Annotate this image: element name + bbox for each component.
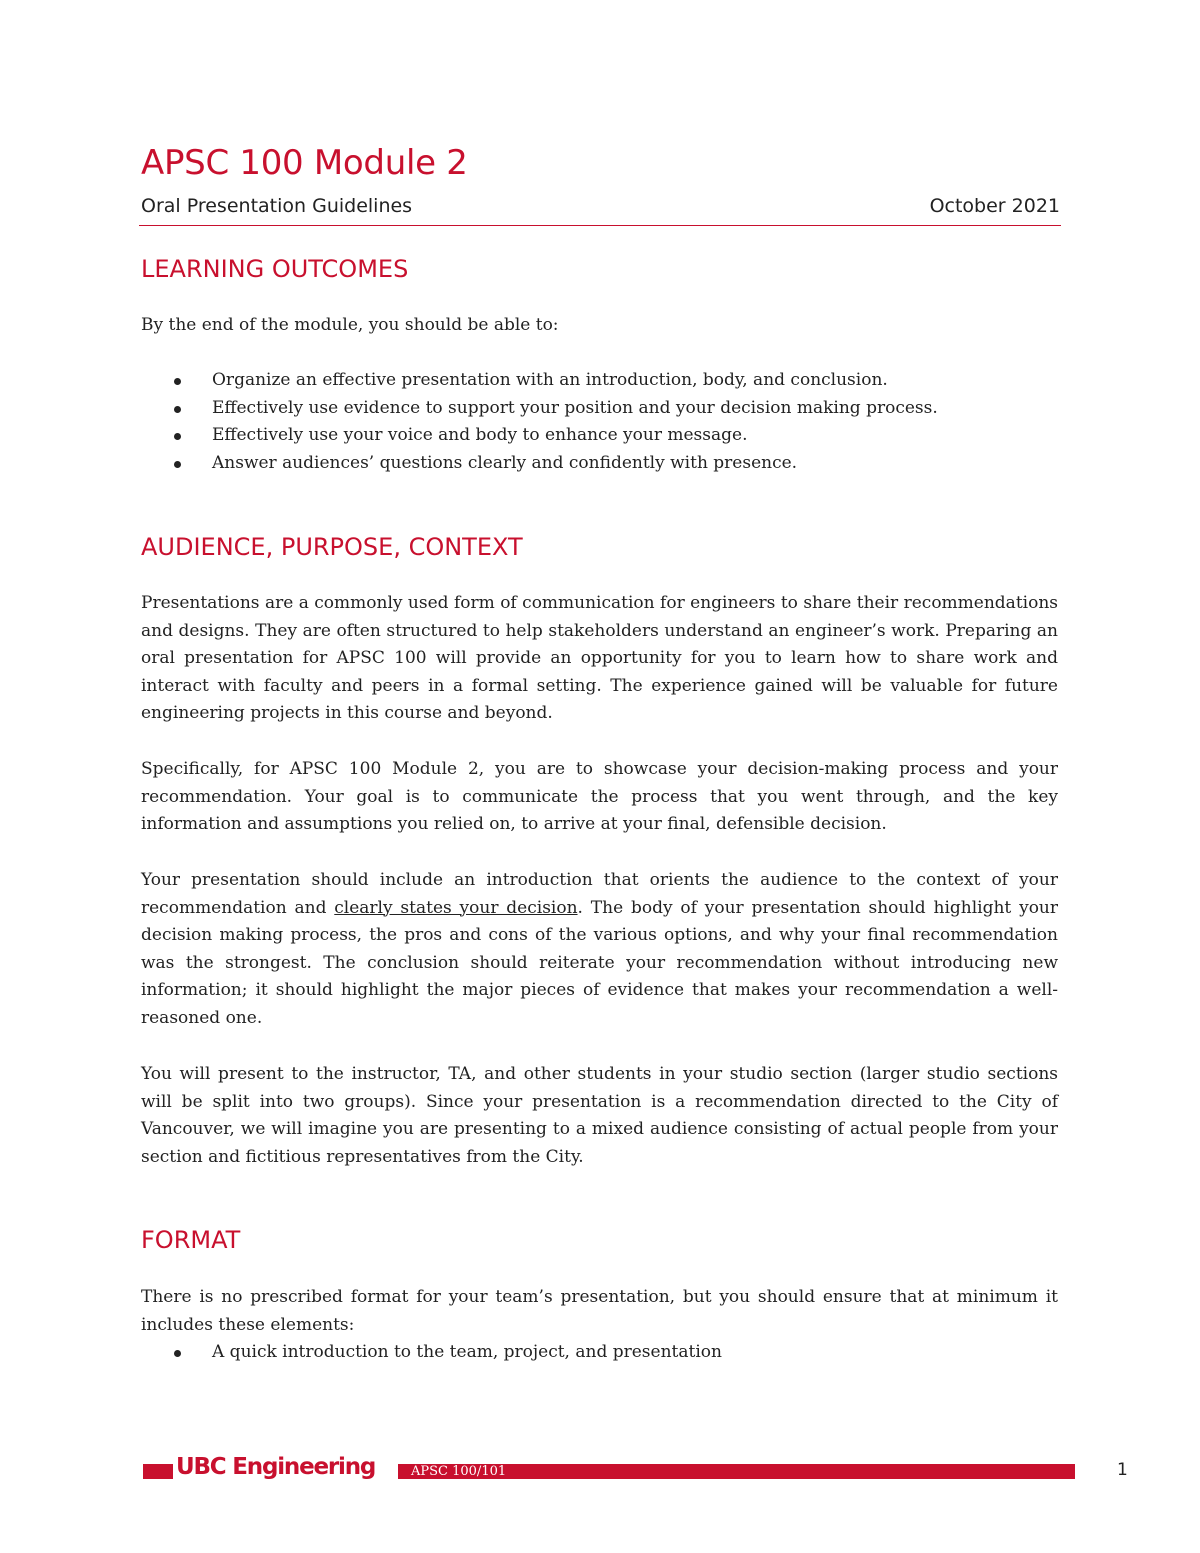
heading-audience-purpose-context: AUDIENCE, PURPOSE, CONTEXT — [141, 533, 523, 561]
bullet-icon — [174, 1350, 181, 1357]
footer-bar-left — [143, 1464, 173, 1479]
list-item: Effectively use your voice and body to enhance your message. — [141, 422, 1058, 450]
format-list — [141, 1339, 1058, 1367]
heading-learning-outcomes: LEARNING OUTCOMES — [141, 255, 409, 283]
heading-format: FORMAT — [141, 1226, 241, 1254]
header-divider — [139, 225, 1061, 226]
document-subtitle: Oral Presentation Guidelines — [141, 195, 413, 217]
bullet-icon — [174, 406, 181, 413]
format-paragraph-1: There is no prescribed format for your team’s presentation, but you should ensure that at minimum it includes these elements: — [141, 1287, 1058, 1335]
learning-outcomes-list — [141, 367, 1058, 477]
page-footer — [143, 1456, 1075, 1482]
bullet-icon — [174, 433, 181, 440]
learning-outcomes-intro: By the end of the module, you should be able to: — [141, 315, 559, 335]
audience-paragraph-2: Specifically, for APSC 100 Module 2, you are to showcase your decision-making process and your recommendation. Your goal is to communicate the process that you went through, and the key information and assumptions you relied on, to arrive at your final, defensible decision. — [141, 759, 1058, 835]
page-number: 1 — [1117, 1460, 1128, 1480]
audience-paragraph-3: Your presentation should include an introduction that orients the audience to the context of your recommendation and clearly states your decision. The body of your presentation should highlight your decision making process, the pros and cons of the various options, and why your final recommendation was the strongest. The conclusion should reiterate your recommendation without introducing new information; it should highlight the major pieces of evidence that makes your recommendation a well-reasoned one. — [141, 870, 1059, 1028]
footer-course-label: APSC 100/101 — [411, 1464, 507, 1479]
list-item: A quick introduction to the team, project, and presentation — [141, 1339, 1058, 1367]
footer-bar-right — [398, 1464, 1075, 1479]
document-date: October 2021 — [929, 195, 1060, 217]
underlined-emphasis: clearly states your decision — [334, 897, 578, 918]
subtitle-row — [141, 195, 1060, 217]
audience-paragraph-4: You will present to the instructor, TA, and other students in your studio section (larger studio sections will be split into two groups). Since your presentation is a recommendation directed to the City of Vancouver, we will imagine you are presenting to a mixed audience consisting of actual people from your section and fictitious representatives from the City. — [141, 1064, 1058, 1167]
list-item: Answer audiences’ questions clearly and confidently with presence. — [141, 450, 1058, 478]
list-item: Organize an effective presentation with an introduction, body, and conclusion. — [141, 367, 1058, 395]
ubc-engineering-logo: UBC Engineering — [176, 1454, 376, 1480]
bullet-icon — [174, 461, 181, 468]
bullet-icon — [174, 378, 181, 385]
document-title: APSC 100 Module 2 — [141, 143, 468, 183]
audience-paragraph-1: Presentations are a commonly used form of communication for engineers to share their recommendations and designs. They are often structured to help stakeholders understand an engineer’s work. Preparing an oral presentation for APSC 100 will provide an opportunity for you to learn how to share work and interact with faculty and peers in a formal setting. The experience gained will be valuable for future engineering projects in this course and beyond. — [141, 593, 1058, 724]
list-item: Effectively use evidence to support your position and your decision making process. — [141, 395, 1058, 423]
